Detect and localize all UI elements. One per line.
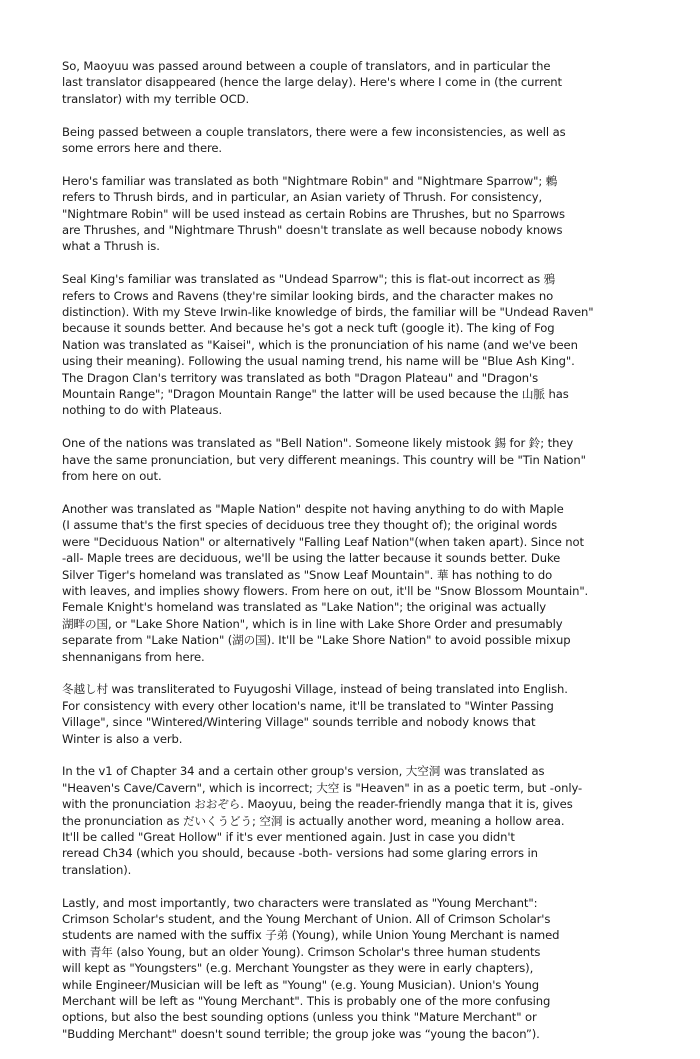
paragraph-tin-nation: One of the nations was translated as "Bell Nation". Someone likely mistook 錫 for 鈴; they have the same pronunciation, but very different meanings. This country will be "Tin Nation" from here on out. xyxy=(62,436,586,484)
paragraph-great-hollow: In the v1 of Chapter 34 and a certain other group's version, 大空洞 was translated as "Heaven's Cave/Cavern", which is incorrect; 大空 is "Heaven" in as a poetic term, but -only- with the pronunciation おおぞら. Maoyuu, being the reader-friendly manga that it is, gives the pronunciation as だいくうどう; 空洞 is actually another word, meaning a hollow area. It'll be called "Great Hollow" if it's ever mentioned again. Just in case you didn't reread Ch34 (which you should, because -both- versions had some glaring errors in translation). xyxy=(62,764,583,877)
paragraph-inconsistencies: Being passed between a couple translators, there were a few inconsistencies, as well as some errors here and there. xyxy=(62,124,566,156)
paragraph-hero-familiar: Hero's familiar was translated as both "Nightmare Robin" and "Nightmare Sparrow"; 鶫 refers to Thrush birds, and in particular, an Asian variety of Thrush. For consistency, "Nightmare Robin" will be used instead as certain Robins are Thrushes, but no Sparrows are Thrushes, and "Nightmare Thrush" doesn't translate as well because nobody knows what a Thrush is. xyxy=(62,173,565,254)
paragraph-seal-king-familiar: Seal King's familiar was translated as "Undead Sparrow"; this is flat-out incorrect as 鴉 refers to Crows and Ravens (they're similar looking birds, and the character makes no distinction). With my Steve Irwin-like knowledge of birds, the familiar will be "Undead Raven" because it sounds better. And because he's got a neck tuft (google it). The king of Fog Nation was translated as "Kaisei", which is the pronunciation of his name (and we've been using their meaning). Following the usual naming trend, his name will be "Blue Ash King". The Dragon Clan's territory was translated as both "Dragon Plateau" and "Dragon's Mountain Range"; "Dragon Mountain Range" the latter will be used because the 山脈 has nothing to do with Plateaus. xyxy=(62,272,594,418)
paragraph-intro: So, Maoyuu was passed around between a couple of translators, and in particular the last translator disappeared (hence the large delay). Here's where I come in (the current translator) with my terrible OCD. xyxy=(62,59,562,106)
paragraph-winter-passing-village: 冬越し村 was transliterated to Fuyugoshi Village, instead of being translated into English. For consistency with every other location's name, it'll be translated to "Winter Passing Village", since "Wintered/Wintering Village" sounds terrible and nobody knows that Winter is also a verb. xyxy=(62,682,568,746)
paragraph-young-merchant: Lastly, and most importantly, two characters were translated as "Young Merchant": Crimson Scholar's student, and the Young Merchant of Union. All of Crimson Scholar's students are named with the suffix 子弟 (Young), while Union Young Merchant is named with 青年 (also Young, but an older Young). Crimson Scholar's three human students will kept as "Youngsters" (e.g. Merchant Youngster as they were in early chapters), while Engineer/Musician will be left as "Young" (e.g. Young Musician). Union's Young Merchant will be left as "Young Merchant". This is probably one of the more confusing options, but also the best sounding options (unless you think "Mature Merchant" or "Budding Merchant" doesn't sound terrible; the group joke was “young the bacon”). xyxy=(62,895,560,1041)
paragraph-falling-leaf-nation: Another was translated as "Maple Nation" despite not having anything to do with Maple (I assume that's the first species of deciduous tree they thought of); the original words were "Deciduous Nation" or alternatively "Falling Leaf Nation"(when taken apart). Since not -all- Maple trees are deciduous, we'll be using the latter because it sounds better. Duke Silver Tiger's homeland was translated as "Snow Leaf Mountain". 華 has nothing to do with leaves, and implies showy flowers. From here on out, it'll be "Snow Blossom Mountain". Female Knight's homeland was translated as "Lake Nation"; the original was actually 湖畔の国, or "Lake Shore Nation", which is in line with Lake Shore Order and presumably separate from "Lake Nation" (湖の国). It'll be "Lake Shore Nation" to avoid possible mixup shennanigans from here. xyxy=(62,501,589,664)
translator-notes-page xyxy=(62,58,662,1059)
